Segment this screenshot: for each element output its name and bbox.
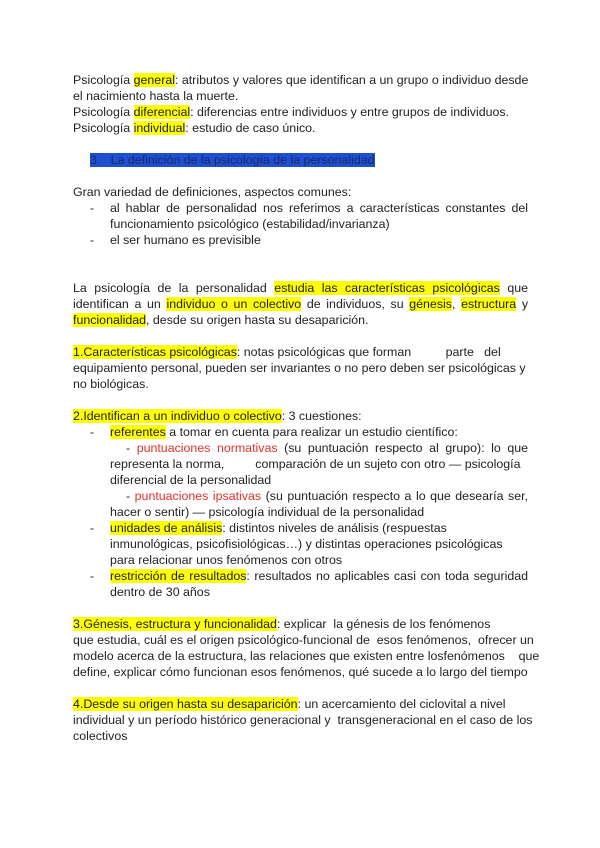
- text: : resultados no aplicables casi con toda seguridad: [246, 569, 528, 583]
- text: La psicología de la personalidad: [73, 281, 275, 295]
- para-def-line-2: [73, 296, 528, 312]
- highlight-individual: individual: [133, 121, 186, 135]
- section-heading-3: [90, 152, 545, 168]
- highlight: génesis: [409, 297, 452, 311]
- highlight: estudia las características psicológicas: [274, 281, 500, 295]
- text: : atributos y valores que identifican a un grupo o individuo desde: [174, 73, 529, 87]
- highlight: funcionalidad: [73, 313, 147, 327]
- highlight-diferencial: diferencial: [133, 105, 191, 119]
- text: y: [516, 297, 529, 311]
- heading-number: 3.: [90, 153, 101, 167]
- text: que: [499, 281, 528, 295]
- s2-ipsativas: [126, 488, 528, 504]
- s3-line-4: define, explicar cómo funcionan esos fenómenos, qué sucede a lo largo del tiempo: [73, 665, 528, 679]
- highlight: 3.Génesis, estructura y funcionalidad: [73, 617, 277, 631]
- definicion-bullet-1-cont: funcionamiento psicológico (estabilidad/invarianza): [110, 217, 390, 231]
- text: : diferencias entre individuos y entre grupos de individuos.: [190, 105, 510, 119]
- para-def-line-1: [73, 280, 528, 296]
- text: Psicología: [73, 73, 134, 87]
- s3-line-1: [73, 616, 528, 632]
- text: a tomar en cuenta para realizar un estudio científico:: [165, 425, 458, 439]
- s2-restriccion-l2: dentro de 30 años: [110, 585, 210, 599]
- s4-line-2: individual y un período histórico generacional y transgeneracional en el caso de los: [73, 713, 533, 727]
- text: (su puntuación respecto a lo que desearía ser,: [261, 489, 529, 503]
- s2-unidades: [110, 520, 565, 536]
- text: Psicología: [73, 105, 134, 119]
- s4-line-1: [73, 696, 528, 712]
- highlight: 1.Características psicológicas: [73, 345, 237, 359]
- text: : estudio de caso único.: [185, 121, 316, 135]
- para-def-line-3: [73, 312, 528, 328]
- text: -: [126, 489, 135, 503]
- highlight: referentes: [110, 425, 166, 439]
- text: : notas psicológicas que forman parte del: [236, 345, 501, 359]
- text: -: [126, 441, 137, 455]
- bullet-dash: -: [90, 201, 95, 215]
- highlight-general: general: [133, 73, 175, 87]
- highlight: estructura: [461, 297, 517, 311]
- bullet-dash: -: [90, 521, 95, 535]
- line-general: [73, 72, 528, 88]
- text: , desde su origen hasta su desaparición.: [146, 313, 369, 327]
- bullet-dash: -: [90, 569, 95, 583]
- bullet-dash: -: [90, 233, 95, 247]
- s1-line-1: [73, 344, 528, 360]
- red-text: puntuaciones ipsativas: [134, 489, 262, 503]
- definicion-bullet-1: al hablar de personalidad nos referimos a características constantes del: [110, 201, 528, 215]
- highlight: individuo o un colectivo: [166, 297, 302, 311]
- text: (su puntuación respecto al grupo): lo que: [277, 441, 528, 455]
- s2-restriccion: [110, 568, 528, 584]
- s4-line-3: colectivos: [73, 729, 128, 743]
- s2-normativas: [126, 440, 528, 456]
- definiciones-lead: Gran variedad de definiciones, aspectos comunes:: [73, 185, 352, 199]
- definicion-bullet-2: el ser humano es previsible: [110, 233, 261, 247]
- s1-line-2: equipamiento personal, pueden ser invariantes o no pero deben ser psicológicas y: [73, 361, 526, 375]
- red-text: puntuaciones normativas: [136, 441, 278, 455]
- text: Psicología: [73, 121, 134, 135]
- text: ,: [451, 297, 462, 311]
- s2-unidades-l3: para relacionar unos fenómenos con otros: [110, 553, 343, 567]
- text: : un acercamiento del ciclovital a nivel: [297, 697, 506, 711]
- highlight: unidades de análisis: [110, 521, 223, 535]
- highlight: 2.Identifican a un individuo o colectivo: [73, 409, 282, 423]
- highlight: 4.Desde su origen hasta su desaparición: [73, 697, 298, 711]
- heading-highlight: [90, 153, 375, 167]
- s2-referentes: [110, 424, 565, 440]
- s3-line-2: que estudia, cuál es el origen psicológico-funcional de esos fenómenos, ofrecer un: [73, 633, 534, 647]
- line-individual: [73, 120, 528, 136]
- text: : explicar la génesis de los fenómenos: [276, 617, 491, 631]
- text: : distintos niveles de análisis (respuestas: [222, 521, 447, 535]
- s2-normativas-l2: representa la norma, comparación de un sujeto con otro — psicología: [110, 457, 521, 471]
- line-diferencial: [73, 104, 528, 120]
- highlight: restricción de resultados: [110, 569, 247, 583]
- text: de individuos, su: [301, 297, 410, 311]
- s2-line-1: [73, 408, 528, 424]
- s2-unidades-l2: inmunológicas, psicofisiológicas…) y distintas operaciones psicológicas: [110, 537, 503, 551]
- s1-line-3: no biológicas.: [73, 377, 149, 391]
- line-general-cont: el nacimiento hasta la muerte.: [73, 89, 239, 103]
- text: identifican a un: [73, 297, 167, 311]
- text: : 3 cuestiones:: [281, 409, 362, 423]
- s3-line-3: modelo acerca de la estructura, las relaciones que existen entre losfenómenos que: [73, 649, 540, 663]
- s2-ipsativas-l2: hacer o sentir) — psicología individual de la personalidad: [110, 505, 425, 519]
- s2-normativas-l3: diferencial de la personalidad: [110, 473, 272, 487]
- heading-text: La definición de la psicología de la personalidad: [110, 153, 375, 167]
- bullet-dash: -: [90, 425, 95, 439]
